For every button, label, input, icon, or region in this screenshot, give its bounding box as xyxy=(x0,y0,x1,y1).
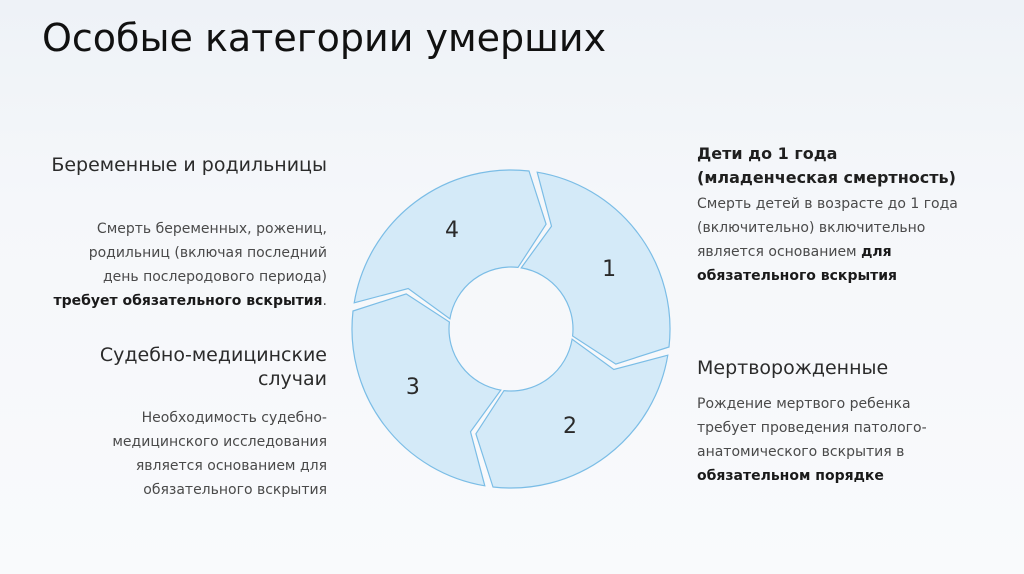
text-forensic-line-1: Необходимость судебно- xyxy=(141,410,327,426)
cycle-segment-number-4: 4 xyxy=(445,217,459,243)
text-pregnant-line-2: родильниц (включая последний xyxy=(88,245,327,261)
text-stillborn-line-2: требует проведения патолого- xyxy=(697,420,927,436)
text-forensic-line-3: является основанием для xyxy=(135,458,327,474)
cycle-diagram xyxy=(350,168,672,490)
text-pregnant-emphasis: требует обязательного вскрытия xyxy=(53,293,323,309)
text-stillborn-line-3: анатомического вскрытия в xyxy=(697,444,905,460)
text-infant xyxy=(697,192,997,288)
cycle-segment-1 xyxy=(521,172,670,364)
heading-pregnant: Беременные и родильницы xyxy=(51,154,327,176)
text-stillborn xyxy=(697,392,997,488)
text-forensic-line-4: обязательного вскрытия xyxy=(143,482,327,498)
cycle-segment-4 xyxy=(354,170,546,319)
heading-forensic-line-2: случаи xyxy=(257,368,327,390)
cycle-segment-3 xyxy=(352,294,501,486)
text-pregnant-tail: . xyxy=(322,293,327,309)
cycle-segment-number-1: 1 xyxy=(602,257,617,282)
text-stillborn-line-1: Рождение мертвого ребенка xyxy=(697,396,911,412)
heading-infant xyxy=(697,142,997,190)
text-forensic-line-2: медицинского исследования xyxy=(112,434,327,450)
text-forensic xyxy=(47,406,327,502)
cycle-diagram-svg xyxy=(350,168,672,490)
cycle-segment-number-2: 2 xyxy=(563,414,577,440)
text-pregnant-line-3: день послеродового периода) xyxy=(102,269,327,285)
heading-infant-line-2: (младенческая смертность) xyxy=(697,168,956,187)
text-stillborn-emphasis: обязательном порядке xyxy=(697,468,884,484)
heading-forensic xyxy=(27,343,327,391)
text-pregnant-line-1: Смерть беременных, рожениц, xyxy=(96,221,327,237)
text-infant-emphasis: обязательного вскрытия xyxy=(697,268,898,284)
slide-title: Особые категории умерших xyxy=(42,16,607,60)
text-infant-emphasis-inline: для xyxy=(861,244,892,260)
heading-stillborn: Мертворожденные xyxy=(697,357,889,379)
text-infant-line-1: Смерть детей в возрасте до 1 года xyxy=(697,196,958,212)
text-infant-line-3: является основанием xyxy=(697,244,862,260)
text-pregnant xyxy=(27,217,327,313)
text-infant-line-2: (включительно) включительно xyxy=(697,220,926,236)
heading-forensic-line-1: Судебно-медицинские xyxy=(99,344,327,366)
cycle-segment-number-3: 3 xyxy=(405,375,420,400)
heading-infant-line-1: Дети до 1 года xyxy=(697,144,838,163)
